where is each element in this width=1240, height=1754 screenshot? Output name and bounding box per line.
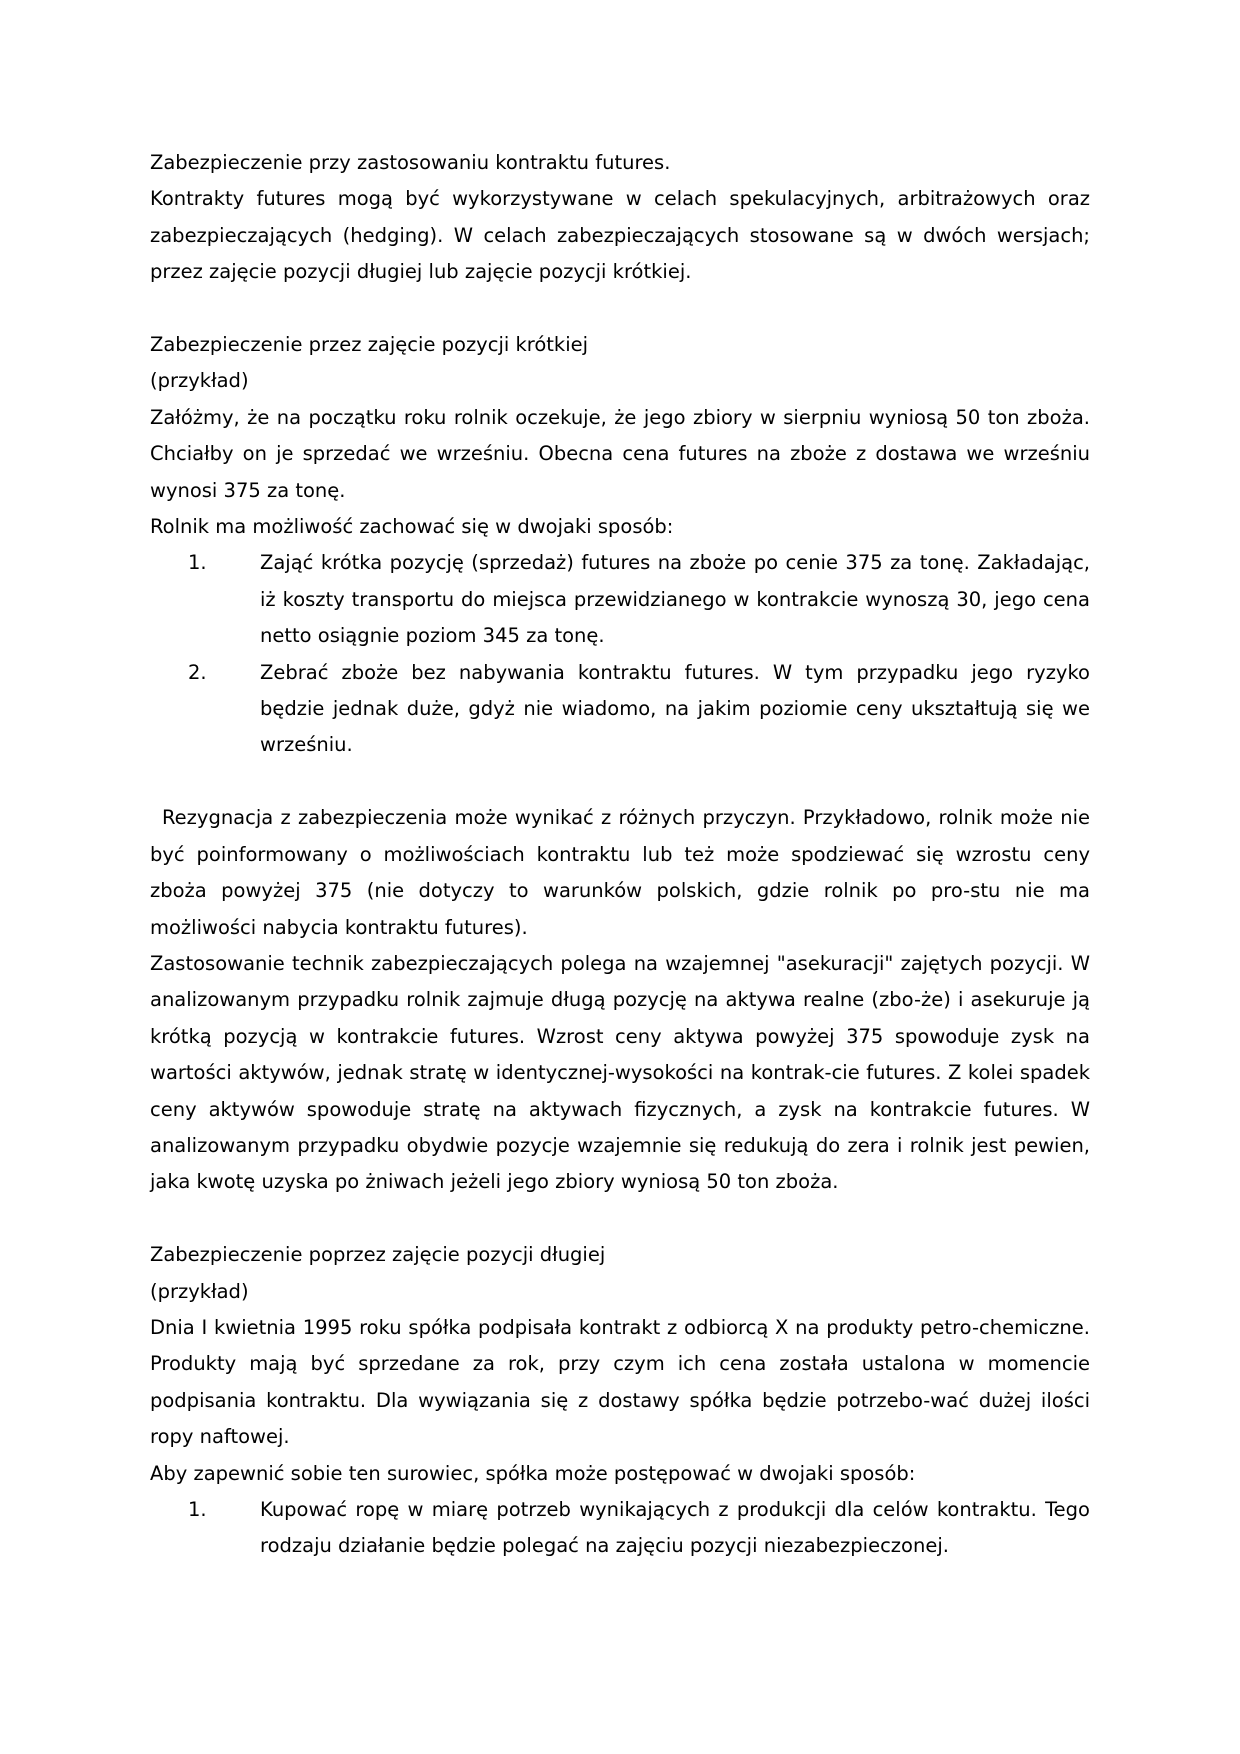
example-label: (przykład) bbox=[150, 1279, 249, 1303]
section-title-long-position: Zabezpieczenie poprzez zajęcie pozycji długiej bbox=[150, 1243, 606, 1267]
company-options-intro: Aby zapewnić sobie ten surowiec, spółka może postępować w dwojaki sposób: bbox=[150, 1461, 916, 1485]
paragraph-gap bbox=[150, 764, 1090, 800]
resignation-paragraph: Rezygnacja z zabezpieczenia może wynikać z różnych przyczyn. Przykładowo, rolnik może nie być poinformowany o możliwościach kontraktu lub też może spodziewać się wzrostu ceny zboża powyżej 375 (nie dotyczy to warunków polskich, gdzie rolnik po pro-stu nie ma możliwości nabycia kontraktu futures). bbox=[150, 806, 1090, 939]
list-item bbox=[150, 545, 1090, 654]
section-title-short-position: Zabezpieczenie przez zajęcie pozycji krótkiej bbox=[150, 333, 589, 357]
hedging-technique-paragraph: Zastosowanie technik zabezpieczających polega na wzajemnej "asekuracji" zajętych pozycji. W analizowanym przypadku rolnik zajmuje długą pozycję na aktywa realne (zbo-że) i asekuruje ją krótką pozycją w kontrakcie futures. Wzrost ceny aktywa powyżej 375 spowoduje zysk na wartości aktywów, jednak stratę w identycznej-wysokości na kontrak-cie futures. Z kolei spadek ceny aktywów spowoduje stratę na aktywach fizycznych, a zysk na kontrakcie futures. W analizowanym przypadku obydwie pozycje wzajemnie się redukują do zera i rolnik jest pewien, jaka kwotę uzyska po żniwach jeżeli jego zbiory wyniosą 50 ton zboża. bbox=[150, 951, 1090, 1194]
list-item bbox=[150, 655, 1090, 764]
paragraph-gap bbox=[150, 291, 1090, 327]
company-options-list bbox=[150, 1492, 1090, 1565]
list-item-text: Kupować ropę w miarę potrzeb wynikających z produkcji dla celów kontraktu. Tego rodzaju działanie będzie polegać na zajęciu pozycji niezabezpieczonej. bbox=[260, 1497, 1090, 1558]
company-example-paragraph: Dnia I kwietnia 1995 roku spółka podpisała kontrakt z odbiorcą X na produkty petro-chemiczne. Produkty mają być sprzedane za rok, przy czym ich cena została ustalona w momencie podpisania kontraktu. Dla wywiązania się z dostawy spółka będzie potrzebo-wać dużej ilości ropy naftowej. bbox=[150, 1315, 1090, 1449]
list-item-text: Zebrać zboże bez nabywania kontraktu futures. W tym przypadku jego ryzyko będzie jednak duże, gdyż nie wiadomo, na jakim poziomie ceny ukształtują się we wrześniu. bbox=[260, 660, 1090, 757]
list-item-number: 1. bbox=[188, 551, 207, 575]
list-item-number: 2. bbox=[188, 660, 207, 684]
farmer-options-list bbox=[150, 545, 1090, 763]
list-item bbox=[150, 1492, 1090, 1565]
farmer-options-intro: Rolnik ma możliwość zachować się w dwojaki sposób: bbox=[150, 515, 674, 539]
paragraph-gap bbox=[150, 1201, 1090, 1237]
document-page bbox=[150, 145, 1090, 1565]
example-label: (przykład) bbox=[150, 369, 249, 393]
list-item-text: Zająć krótka pozycję (sprzedaż) futures na zboże po cenie 375 za tonę. Zakładając, iż koszty transportu do miejsca przewidzianego w kontrakcie wynoszą 30, jego cena netto osiągnie poziom 345 za tonę. bbox=[260, 551, 1090, 648]
list-item-number: 1. bbox=[188, 1497, 207, 1521]
intro-paragraph: Kontrakty futures mogą być wykorzystywane w celach spekulacyjnych, arbitrażowych oraz zabezpieczających (hedging). W celach zabezpieczających stosowane są w dwóch wersjach; przez zajęcie pozycji długiej lub zajęcie pozycji krótkiej. bbox=[150, 187, 1090, 284]
farmer-example-paragraph: Załóżmy, że na początku roku rolnik oczekuje, że jego zbiory w sierpniu wyniosą 50 ton zboża. Chciałby on je sprzedać we wrześniu. Obecna cena futures na zboże z dostawa we wrześniu wynosi 375 za tonę. bbox=[150, 405, 1090, 502]
section-title-futures-hedging: Zabezpieczenie przy zastosowaniu kontraktu futures. bbox=[150, 151, 671, 174]
